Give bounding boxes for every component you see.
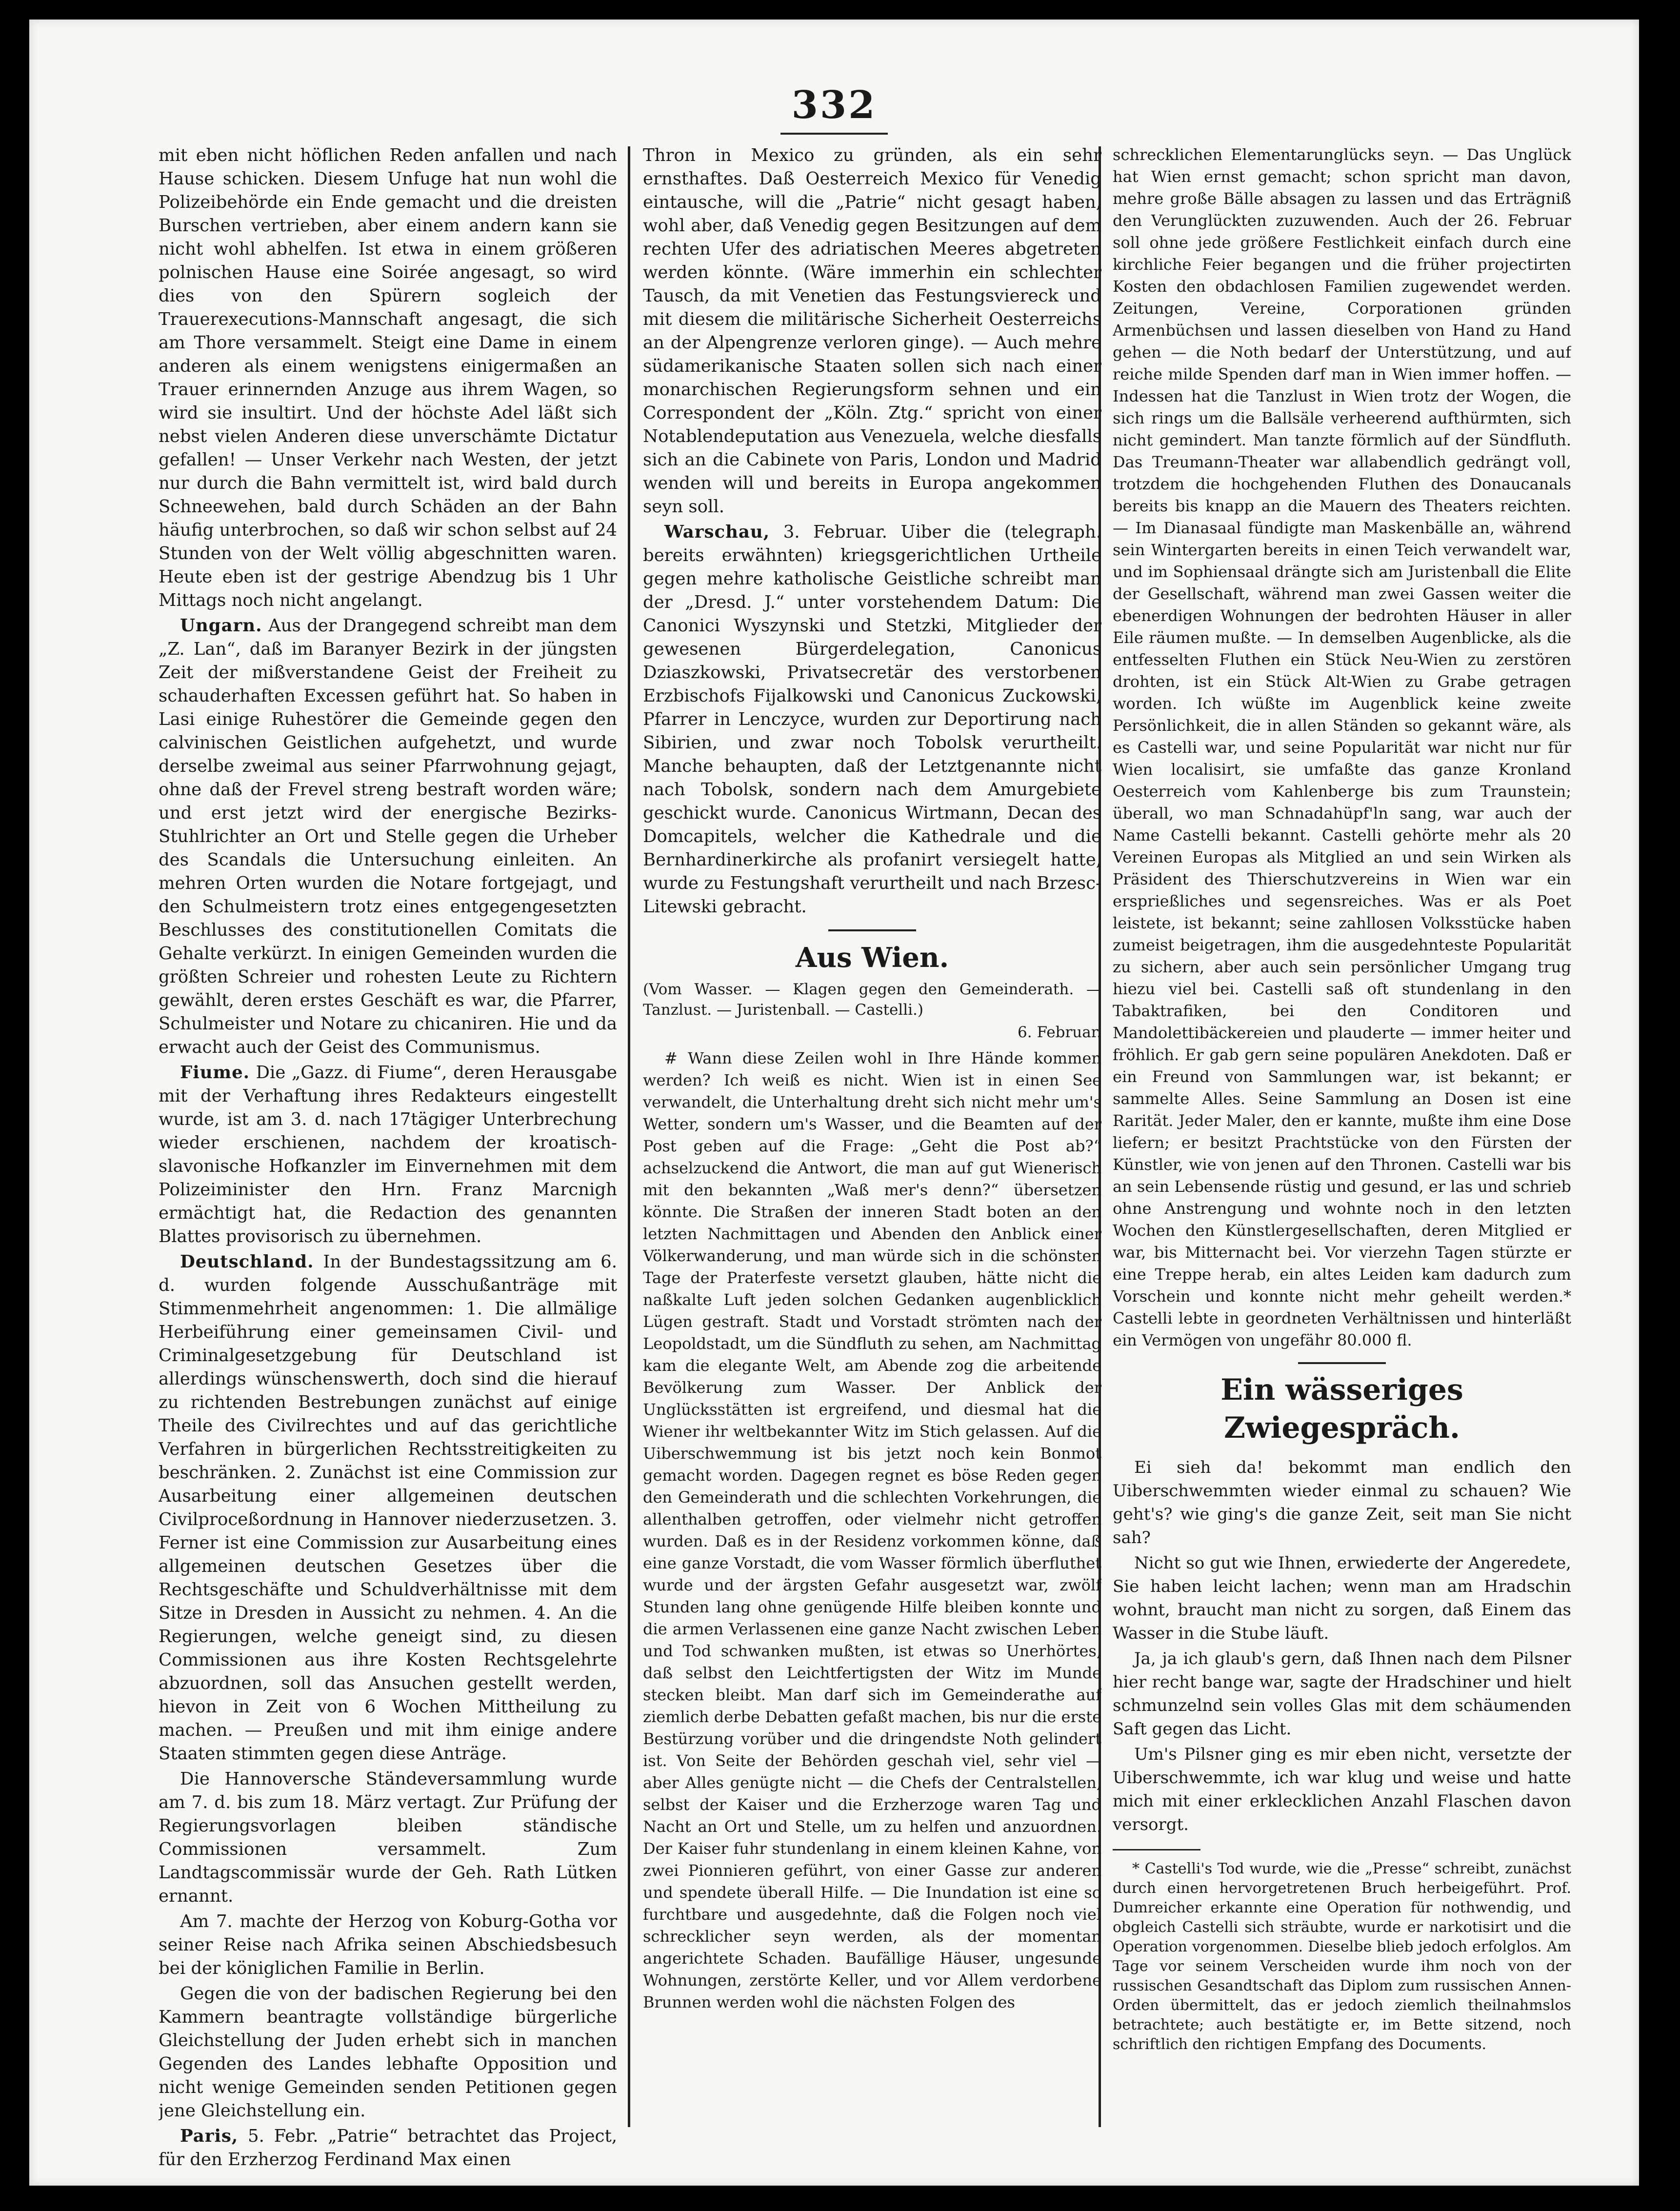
news-text: 5. Febr. „Patrie“ betrachtet das Project, für den Erzherzog Ferdinand Max einen [159,2126,617,2170]
article-paragraph: Die Hannoversche Ständeversammlung wurde am 7. d. bis zum 18. März vertagt. Zur Prüfung der Regierungsvorlagen bleiben ständische Commissionen versammelt. Zum Landtagscommissär wurde der Geh. Rath Lütken ernannt. [159,1769,617,1906]
news-item-ungarn [159,614,617,1059]
news-item-paris [159,2125,617,2171]
column-2 [643,144,1101,2173]
footnote: * Castelli's Tod wurde, wie die „Presse“ schreibt, zunächst durch einen hervorgetretenen Bruch herbeigeführt. Prof. Dumreicher erkannte eine Operation für nothwendig, und obgleich Castelli sich sträubte, wurde er narkotisirt und die Operation vorgenommen. Dieselbe blieb jedoch erfolglos. Am Tage vor seinem Verscheiden wurde ihm noch von der russischen Gesandtschaft das Diplom zum russischen Annen-Orden übermittelt, das er jedoch ziemlich theilnahmslos betrachtete; auch bestätigte er, im Bette sitzend, noch schriftlich den richtigen Empfang des Documents. [1113,1860,1571,2053]
dialogue-paragraph: Um's Pilsner ging es mir eben nicht, versetzte der Uiberschwemmte, ich war klug und weise und hatte mich mit einer erklecklichen Anzahl Flaschen davon versorgt. [1113,1745,1571,1834]
dialogue-paragraph: Ja, ja ich glaub's gern, daß Ihnen nach dem Pilsner hier recht bange war, sagte der Hradschiner und hielt schmunzelnd sein volles Glas mit dem schäumenden Saft gegen das Licht. [1113,1649,1571,1739]
scan-border-right [1641,0,1680,2211]
news-item-warschau [643,521,1101,919]
news-text: Aus der Drangegend schreibt man dem „Z. Lan“, daß im Baranyer Bezirk in der jüngsten Zeit der mißverstandene Geist der Freiheit zu schauderhaften Excessen geführt hat. So haben in Lasi einige Ruhestörer die Gemeinde gegen den calvinischen Geistlichen aufgehetzt, und wurde derselbe zweimal aus seiner Pfarrwohnung gejagt, ohne daß der Frevel streng bestraft worden wäre; und erst jetzt wird der energische Bezirks-Stuhlrichter an Ort und Stelle gegen die Urheber des Scandals die Untersuchung einleiten. An mehren Orten wurden die Notare fortgejagt, und den Schulmeistern trotz eines entgegengesetzten Beschlusses des constitutionellen Comitats die Gehalte verkürzt. In einigen Gemeinden wurden die größten Schreier und rohesten Leute zu Richtern gewählt, deren erstes Geschäft es war, die Pfarrer, Schulmeister und Notare zu chicaniren. Hie und da erwacht auch der Geist des Communismus. [159,616,617,1057]
place-heading: Deutschland. [180,1252,314,1272]
dateline: 6. Februar. [1018,1024,1101,1041]
page-number-rule [780,133,888,135]
place-heading: Paris, [180,2126,239,2146]
footnote-rule [1113,1849,1200,1850]
news-item-fiume [159,1061,617,1248]
column-1 [159,144,617,2173]
column-3 [1113,144,1571,2173]
article-paragraph: Am 7. machte der Herzog von Koburg-Gotha vor seiner Reise nach Afrika seinen Abschiedsbesuch bei der königlichen Familie in Berlin. [159,1911,617,1978]
news-text: In der Bundestagssitzung am 6. d. wurden folgende Ausschußanträge mit Stimmenmehrheit angenommen: 1. Die allmälige Herbeiführung einer gemeinsamen Civil- und Criminalgesetzgebung für Deutschland ist allerdings wünschenswerth, doch sind die hierauf zu richtenden Bestrebungen zunächst auf einige Theile des Civilrechtes und auf das gerichtliche Verfahren in bürgerlichen Rechtsstreitigkeiten zu beschränken. 2. Zunächst ist eine Commission zur Ausarbeitung einer allgemeinen deutschen Civilproceßordnung in Hannover niederzusetzen. 3. Ferner ist eine Commission zur Ausarbeitung eines allgemeinen deutschen Gesetzes über die Rechtsgeschäfte und Schuldverhältnisse mit dem Sitze in Dresden in Aussicht zu nehmen. 4. An die Regierungen, welche geneigt sind, zu diesen Commissionen aus ihre Kosten Rechtsgelehrte abzuordnen, soll das Ansuchen gestellt werden, hievon in Zeit von 6 Wochen Mittheilung zu machen. — Preußen und mit ihm einige andere Staaten stimmten gegen diese Anträge. [159,1252,617,1764]
feature-title: Ein wässeriges Zwiegespräch. [1220,1373,1463,1445]
section-divider [828,929,916,931]
article-paragraph: schrecklichen Elementarunglücks seyn. — Das Unglück hat Wien ernst gemacht; schon spricht man davon, mehre große Bälle absagen zu lassen und das Erträgniß den Verunglückten zuzuwenden. Auch der 26. Februar soll ohne jede größere Festlichkeit einfach durch eine kirchliche Feier begangen und die früher projectirten Kosten den obdachlosen Familien zugewendet werden. Zeitungen, Vereine, Corporationen gründen Armenbüchsen und lassen dieselben von Hand zu Hand gehen — die Noth bedarf der Unterstützung, und auf reiche milde Spenden darf man in Wien immer hoffen. — Indessen hat die Tanzlust in Wien trotz der Wogen, die sich rings um die Ballsäle verheerend aufthürmten, sich nicht gemindert. Man tanzte förmlich auf der Sündfluth. Das Treumann-Theater war allabendlich gedrängt voll, trotzdem die hochgehenden Fluthen des Donaucanals bereits bis knapp an die Mauern des Theaters reichten. — Im Dianasaal fündigte man Maskenbälle an, während sein Wintergarten bereits in einen Teich verwandelt war, und im Sophiensaal drängte sich am Juristenball die Elite der Gesellschaft, während man zwei Gassen weiter die ebenerdigen Wohnungen der bedrohten Häuser in aller Eile räumen mußte. — In demselben Augenblicke, als die entfesselten Fluthen ein Stück Neu-Wien zu zerstören drohten, ist ein Stück Alt-Wien zu Grabe getragen worden. Ich wüßte im Augenblick keine zweite Persönlichkeit, die in allen Ständen so gekannt wäre, als es Castelli war, und seine Popularität war nicht nur für Wien localisirt, sie umfaßte das ganze Kronland Oesterreich vom Kahlenberge bis zum Traunstein; überall, wo man Schnadahüpf'ln sang, war auch der Name Castelli bekannt. Castelli gehörte mehr als 20 Vereinen Europas als Mitglied an und sein Wirken als Präsident des Thierschutzvereins in Wien war ein ersprießliches und segensreiches. Was er als Poet leistete, ist bekannt; seine zahllosen Volksstücke haben zumeist beigetragen, ihm die ausgedehnteste Popularität zu sichern, aber auch sein persönlicher Umgang trug hiezu viel bei. Castelli saß oft stundenlang in den Tabaktrafiken, bei den Conditoren und Mandolettibäckereien und plauderte — immer heiter und fröhlich. Er gab gern seine populären Anekdoten. Daß er ein Freund von Sammlungen war, ist bekannt; er sammelte Alles. Seine Sammlung an Dosen ist eine Rarität. Jeder Maler, den er kannte, mußte ihm eine Dose liefern; er besitzt Prachtstücke von den Fürsten der Künstler, wie von jenen auf den Thronen. Castelli war bis an sein Lebensende rüstig und gesund, er las und schrieb ohne Anstrengung und wohnte noch in den letzten Wochen den Künstlergesellschaften, deren Mitglied er war, bis Mitternacht bei. Vor vierzehn Tagen stürzte er eine Treppe herab, ein altes Leiden kam dadurch zum Vorschein und konnte nicht mehr geheilt werden.* Castelli lebte in geordneten Verhältnissen und hinterläßt ein Vermögen von ungefähr 80.000 fl. [1113,145,1571,1349]
scan-border-left [0,0,29,2211]
news-item-deutschland [159,1250,617,1766]
place-heading: Warschau, [664,522,770,542]
place-heading: Ungarn. [180,616,262,636]
article-paragraph: Thron in Mexico zu gründen, als ein sehr ernsthaftes. Daß Oesterreich Mexico für Venedig eintausche, will die „Patrie“ nicht gesagt haben, wohl aber, daß Venedig gegen Besitzungen auf dem rechten Ufer des adriatischen Meeres abgetreten werden könnte. (Wäre immerhin ein schlechter Tausch, da mit Venetien das Festungsviereck und mit diesem die militärische Sicherheit Oesterreichs an der Alpengrenze verloren ginge). — Auch mehre südamerikanische Staaten sollen sich nach einer monarchischen Regierungsform sehnen und ein Correspondent der „Köln. Ztg.“ spricht von einer Notablendeputation aus Venezuela, welche diesfalls sich an die Cabinete von Paris, London und Madrid wenden will und bereits in Europa angekommen seyn soll. [643,145,1101,517]
news-text: 3. Februar. Uiber die (telegraph. bereits erwähnten) kriegsgerichtlichen Urtheile gegen mehre katholische Geistliche schreibt man der „Dresd. J.“ unter vorstehendem Datum: Die Canonici Wyszynski und Stetzki, Mitglieder der gewesenen Bürgerdelegation, Canonicus Dziaszkowski, Privatsecretär des verstorbenen Erzbischofs Fijalkowski und Canonicus Zuckowski, Pfarrer in Lenczyce, wurden zur Deportirung nach Sibirien, und zwar noch Tobolsk verurtheilt. Manche behaupten, daß der Letztgenannte nicht nach Tobolsk, sondern nach dem Amurgebiete geschickt wurde. Canonicus Wirtmann, Decan des Domcapitels, welcher die Kathedrale und die Bernhardinerkirche als profanirt versiegelt hatte, wurde zu Festungshaft verurtheilt und nach Brzesc-Litewski gebracht. [643,522,1101,917]
dialogue-paragraph: Nicht so gut wie Ihnen, erwiederte der Angeredete, Sie haben leicht lachen; wenn man am Hradschin wohnt, braucht man nicht zu sorgen, daß Einem das Wasser in die Stube läuft. [1113,1553,1571,1643]
dialogue [1113,1456,1571,1836]
article-paragraph: mit eben nicht höflichen Reden anfallen und nach Hause schicken. Diesem Unfuge hat nun wohl die Polizeibehörde ein Ende gemacht und die dreisten Burschen vertrieben, aber einem andern kann sie nicht wohl abhelfen. Ist etwa in einem größeren polnischen Hause eine Soirée angesagt, so wird dies von den Spürern sogleich der Trauerexecutions-Mannschaft angesagt, die sich am Thore versammelt. Steigt eine Dame in einem anderen als einem wenigstens einigermaßen an Trauer erinnernden Anzuge aus ihrem Wagen, so wird sie insultirt. Und der höchste Adel läßt sich nebst vielen Anderen diese unverschämte Dictatur gefallen! — Unser Verkehr nach Westen, der jetzt nur durch die Bahn vermittelt ist, wird bald durch Schneewehen, bald durch Schäden an der Bahn häufig unterbrochen, so daß wir schon selbst auf 24 Stunden von der Welt völlig abgeschnitten waren. Heute eben ist der gestrige Abendzug bis 1 Uhr Mittags noch nicht angelangt. [159,145,617,610]
news-text: Die „Gazz. di Fiume“, deren Herausgabe mit der Verhaftung ihres Redakteurs eingestellt wurde, ist am 3. d. nach 17tägiger Unterbrechung wieder erschienen, nachdem der kroatisch-slavonische Hofkanzler im Einvernehmen mit dem Polizeiminister den Hrn. Franz Marcnigh ermächtigt hat, die Redaction des genannten Blattes provisorisch zu übernehmen. [159,1063,617,1246]
section-divider [1298,1362,1386,1364]
newspaper-page [29,20,1639,2186]
place-heading: Fiume. [180,1063,250,1083]
page-number: 332 [791,83,877,127]
section-subtitle: (Vom Wasser. — Klagen gegen den Gemeinderath. — Tanzlust. — Juristenball. — Castelli.) [643,981,1101,1019]
article-paragraph: # Wann diese Zeilen wohl in Ihre Hände kommen werden? Ich weiß es nicht. Wien ist in einen See verwandelt, die Unterhaltung dreht sich nicht mehr um's Wetter, sondern um's Wasser, und die Beamten auf der Post geben auf die Frage: „Geht die Post ab?“ achselzuckend die Antwort, die man auf gut Wienerisch mit den bekannten „Waß mer's denn?“ übersetzen könnte. Die Straßen der inneren Stadt boten an den letzten Nachmittagen und Abenden den Anblick einer Völkerwanderung, und man würde sich in die schönsten Tage der Praterfeste versetzt glauben, hätte nicht die naßkalte Luft jeden solchen Gedanken augenblicklich Lügen gestraft. Stadt und Vorstadt strömten nach der Leopoldstadt, um die Sündfluth zu sehen, am Nachmittag kam die elegante Welt, am Abende zog die arbeitende Bevölkerung zum Wasser. Der Anblick der Unglücksstätten ist ergreifend, und diesmal hat die Wiener ihr weltbekannter Witz im Stich gelassen. Auf die Uiberschwemmung ist bis jetzt noch kein Bonmot gemacht worden. Dagegen regnet es böse Reden gegen den Gemeinderath und die schlechten Vorkehrungen, die allenthalben getroffen, oder vielmehr nicht getroffen wurden. Daß es in der Residenz vorkommen könne, daß eine ganze Vorstadt, die vom Wasser förmlich überfluthet wurde und der ärgsten Gefahr ausgesetzt war, zwölf Stunden lang ohne genügende Hilfe bleiben konnte und die armen Verlassenen eine ganze Nacht zwischen Leben und Tod schwanken mußten, ist etwas so Unerhörtes, daß selbst den Leichtfertigsten der Witz im Munde stecken bleibt. Man darf sich im Gemeinderathe auf ziemlich derbe Debatten gefaßt machen, bis nur die erste Bestürzung vorüber und die dringendste Noth gelindert ist. Von Seite der Behörden geschah viel, sehr viel — aber Alles genügte nicht — die Chefs der Centralstellen, selbst der Kaiser und die Erzherzoge waren Tag und Nacht an Ort und Stelle, um zu helfen und anzuordnen. Der Kaiser fuhr stundenlang in einem kleinen Kahne, von zwei Pionnieren geführt, von einer Gasse zur anderen und spendete überall Hilfe. — Die Inundation ist eine so furchtbare und ausgedehnte, daß die Folgen noch viel schrecklicher seyn werden, als der momentan angerichtete Schaden. Baufällige Häuser, ungesunde Wohnungen, zerstörte Keller, und vor Allem verdorbene Brunnen werden wohl die nächsten Folgen des [643,1049,1101,2011]
article-paragraph: Gegen die von der badischen Regierung bei den Kammern beantragte vollständige bürgerliche Gleichstellung der Juden erhebt sich in manchen Gegenden des Landes lebhafte Opposition und nicht wenige Gemeinden senden Petitionen gegen jene Gleichstellung ein. [159,1984,617,2121]
section-title-aus-wien: Aus Wien. [795,942,949,974]
column-rule [628,146,630,2127]
dialogue-paragraph: Ei sieh da! bekommt man endlich den Uiberschwemmten wieder einmal zu schauen? Wie geht's? wie ging's die ganze Zeit, seit man Sie nicht sah? [1113,1458,1571,1548]
